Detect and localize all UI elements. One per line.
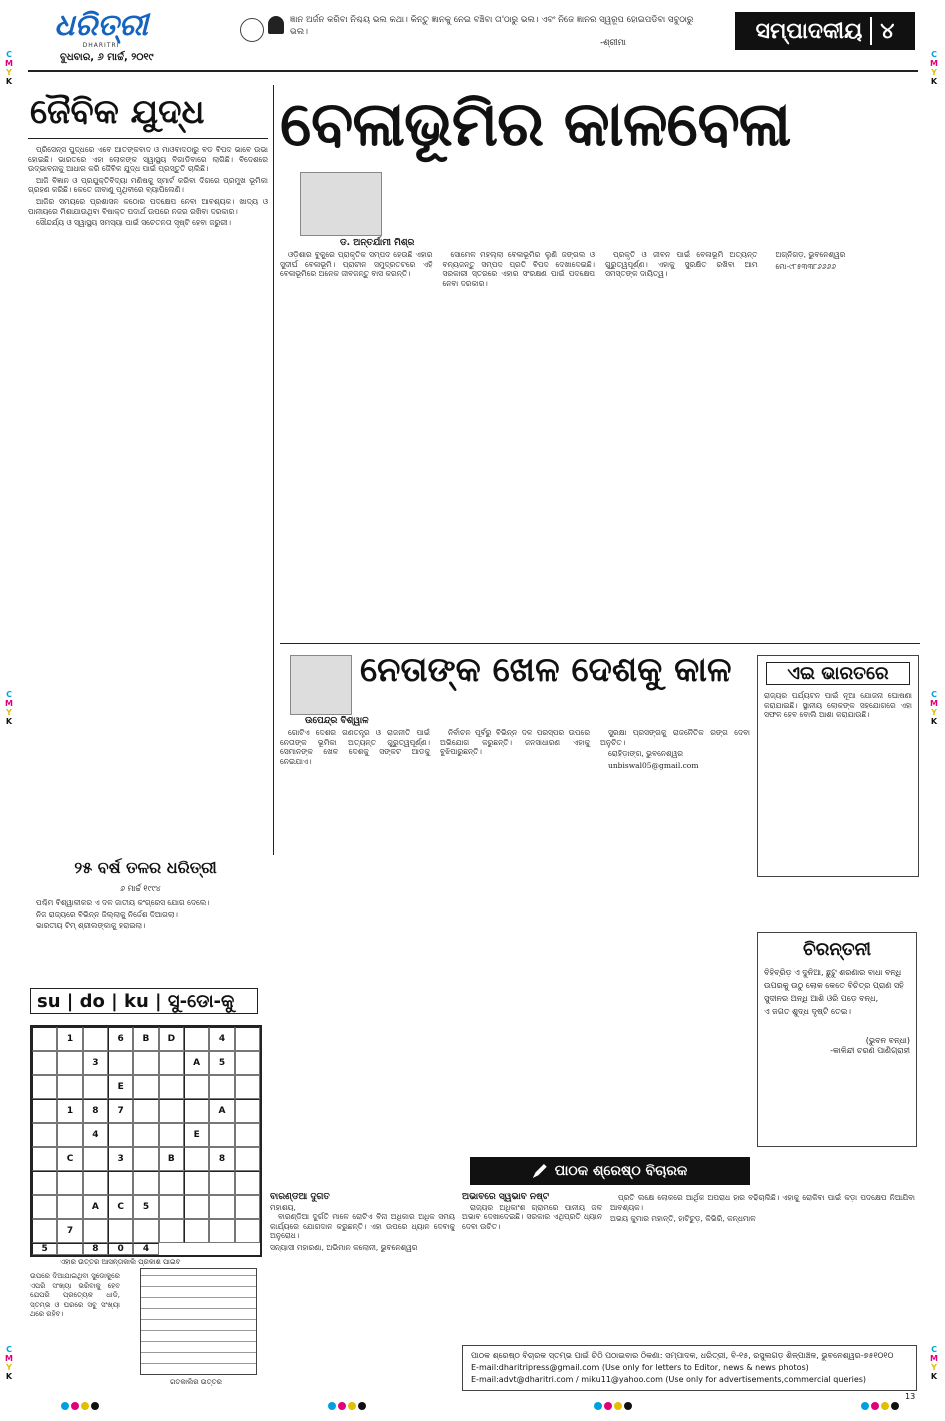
cmyk-left-mid [4, 690, 14, 726]
sudoku-cell [57, 1123, 82, 1147]
sudoku-grid [30, 1025, 262, 1257]
letters-address-box [462, 1345, 917, 1391]
cmyk-left-top [4, 50, 14, 86]
sudoku-cell: 8 [83, 1099, 108, 1123]
lead-paragraph: ସୋମେଳ ମହଲ୍ଲା ବେଳାଭୂମିର ଲୁଣି ଜଙ୍ଗଲ ଓ ବନ୍ୟଜନ୍ତୁ ସମ୍ପଦ ପ୍ରତି ବିପଦ ଦେଖାଦେଇଛି। ସରକାରୀ ସ୍ତରରେ ଏହାର ସଂରକ୍ଷଣ ପାଇଁ ପଦକ୍ଷେପ ନେବା ଦରକାର। [442, 250, 595, 288]
cmyk-m: M [930, 1354, 938, 1363]
letter-body: ପ୍ରତି ଲକ୍ଷେ ଲୋକରେ ଆର୍ଥିକ ଅପରାଧ ହାର ବଢିଚାଲିଛି। ଏହାକୁ ରୋକିବା ପାଇଁ କଡ଼ା ପଦକ୍ଷେପ ନିଆଯିବା ଆବଶ୍ୟକ। [610, 1193, 915, 1212]
sudoku-answer-label: ଗତକାଲିର ଉତ୍ତର [170, 1378, 222, 1386]
sudoku-cell [133, 1075, 158, 1099]
sudoku-cell: 7 [108, 1099, 133, 1123]
sudoku-cell [108, 1123, 133, 1147]
footer-line: E-mail:advt@dharitri.com / miku11@yahoo.com (Use only for advertisements,commercial queries) [471, 1375, 867, 1384]
cmyk-y: Y [931, 1363, 937, 1372]
editorial-underline [28, 138, 268, 139]
anniversary-date: ୬ ମାର୍ଚ୍ଚ ୧୯୯୪ [120, 884, 161, 893]
sudoku-cell: E [184, 1123, 209, 1147]
sudoku-cell: B [133, 1027, 158, 1051]
sudoku-cell [184, 1075, 209, 1099]
emblem-icon [240, 18, 264, 42]
letter-3 [610, 1193, 915, 1338]
color-registration-dots [593, 1402, 633, 1410]
sudoku-cell [184, 1147, 209, 1171]
sudoku-cell [83, 1147, 108, 1171]
sudoku-cell [133, 1123, 158, 1147]
cmyk-k: K [930, 77, 938, 86]
color-registration-dots [60, 1402, 100, 1410]
lead-headline: ବେଳାଭୂମିର କାଳବେଳା [280, 87, 791, 160]
lead-body [280, 250, 920, 640]
cmyk-y: Y [931, 708, 937, 717]
sudoku-cell [235, 1171, 260, 1195]
sudoku-cell [184, 1171, 209, 1195]
sudoku-cell [235, 1099, 260, 1123]
sudoku-cell [133, 1051, 158, 1075]
letter-title: ବାରଣ୍ଡିଆ ଦୁର୍ଗତି [270, 1193, 330, 1202]
sudoku-cell [235, 1123, 260, 1147]
sudoku-cell: 5 [32, 1243, 57, 1255]
sidebox-title: ଏଇ ଭାରତରେ [766, 662, 910, 685]
sudoku-cell [32, 1147, 57, 1171]
cmyk-right-top [929, 50, 939, 86]
cmyk-k: K [930, 717, 938, 726]
lead-paragraph: ପ୍ରକୃତି ଓ ଜୀବନ ପାଇଁ ବେଳାଭୂମି ଅତ୍ୟନ୍ତ ଗୁରୁତ୍ୱପୂର୍ଣ୍ଣ। ଏହାକୁ ସୁରକ୍ଷିତ ରଖିବା ଆମ ସମସ୍ତଙ୍କ ଦାୟିତ୍ୱ। [605, 250, 758, 279]
sudoku-cell [209, 1123, 234, 1147]
letter-1 [270, 1193, 455, 1343]
sudoku-cell [108, 1171, 133, 1195]
sudoku-cell: E [108, 1075, 133, 1099]
sidebox-body: ରାଜ୍ୟର ପର୍ଯ୍ୟଟନ ପାଇଁ ନୂଆ ଯୋଜନା ଘୋଷଣା କରାଯାଇଛି। ସ୍ଥାନୀୟ ଲୋକଙ୍କ ସହଯୋଗରେ ଏହା ସଫଳ ହେବ ବୋଲି ଆଶା କରାଯାଉଛି। [764, 691, 912, 720]
cmyk-c: C [6, 690, 12, 699]
sudoku-cell: 6 [108, 1027, 133, 1051]
sudoku-cell [133, 1219, 158, 1243]
second-author-address: ରୋହିଡ଼ାଙ୍ଗ, ଭୁବନେଶ୍ୱର [608, 749, 683, 759]
sudoku-cell [133, 1099, 158, 1123]
editorial-title: ଜୈବିକ ଯୁଦ୍ଧ [30, 92, 205, 132]
poem-title: ଚିରନ୍ତନୀ [802, 939, 871, 960]
masthead-rule [28, 70, 918, 72]
color-registration-dots [327, 1402, 367, 1410]
cmyk-c: C [6, 50, 12, 59]
second-author-photo [290, 655, 352, 715]
editorial-paragraph: ସୌନ୍ଦର୍ଯ୍ୟ ଓ ସ୍ୱାସ୍ଥ୍ୟ ସମସ୍ୟା ପାଇଁ ସଚେତନତା ସୃଷ୍ଟି ହେବା ଜରୁରୀ। [36, 218, 231, 228]
letter-2 [462, 1193, 602, 1338]
sudoku-cell: A [209, 1099, 234, 1123]
sudoku-cell [57, 1171, 82, 1195]
lead-author-phone: ମୋ-୯୮୫୩୩୮୬୬୬୬ [775, 261, 836, 271]
cmyk-k: K [930, 1372, 938, 1381]
sudoku-cell [209, 1171, 234, 1195]
cmyk-y: Y [931, 68, 937, 77]
sudoku-cell: 1 [57, 1027, 82, 1051]
sudoku-cell: 3 [108, 1147, 133, 1171]
cmyk-right-bottom [929, 1345, 939, 1381]
sudoku-cell: D [159, 1027, 184, 1051]
section-title [735, 12, 915, 50]
section-divider [870, 17, 872, 45]
issue-date: ବୁଧବାର, ୬ ମାର୍ଚ୍ଚ, ୨୦୧୯ [60, 52, 260, 67]
sudoku-note: ଏହାର ଉତ୍ତର ଆସନ୍ତାକାଲି ପ୍ରକାଶ ପାଇବ [60, 1258, 181, 1266]
anniversary-banner: ୨୫ ବର୍ଷ ତଳର ଧରିତ୍ରୀ [74, 858, 217, 877]
sudoku-cell: 8 [209, 1147, 234, 1171]
sudoku-cell [159, 1123, 184, 1147]
cmyk-k: K [5, 717, 13, 726]
editorial-paragraph: ଆଜି ବିଜ୍ଞାନ ଓ ପ୍ରଯୁକ୍ତିବିଦ୍ୟା ମଣିଷକୁ ସ୍ମାର୍ଟ କରିବା ଦିଗରେ ପ୍ରମୁଖ ଭୂମିକା ଗ୍ରହଣ କରିଛି। କେତେ ଜୀବାଣୁ ପୃଥିବୀରେ ବ୍ୟାପିଲେଣି। [28, 175, 268, 195]
sudoku-cell [57, 1195, 82, 1219]
sudoku-cell: 5 [209, 1051, 234, 1075]
sudoku-cell [83, 1219, 108, 1243]
letters-banner [470, 1157, 750, 1185]
sudoku-cell [83, 1027, 108, 1051]
sudoku-cell [184, 1219, 209, 1243]
sudoku-cell [159, 1099, 184, 1123]
poem-source: (ଭୁବନ ବନ୍ଧା) [865, 1036, 910, 1045]
letter-signature: ସନ୍ୟାସୀ ମହାରଣା, ଅଭିମାନ କଲୋନୀ, ଭୁବନେଶ୍ୱର [270, 1242, 418, 1252]
mother-portrait-icon [268, 16, 284, 34]
sudoku-cell: 0 [108, 1243, 133, 1255]
sudoku-cell [32, 1027, 57, 1051]
sudoku-cell [235, 1195, 260, 1219]
column-rule [273, 85, 274, 855]
cmyk-m: M [930, 699, 938, 708]
second-paragraph: ସୁରକ୍ଷା ପ୍ରସଙ୍ଗକୁ ରାଜନୈତିକ ରଙ୍ଗ ଦେବା ଅନୁଚିତ। [600, 728, 750, 747]
sudoku-cell: 8 [83, 1243, 108, 1255]
sudoku-title: su | do | ku | ସୁ-ଡୋ-କୁ [30, 988, 258, 1014]
letter-body: ବାରଣ୍ଡିଆ ଦୁର୍ଗତି ମାଳେ ରୋଟିଏ ବିନା ଅଧିକାର ଅଧିକ ସମୟ କାର୍ଯ୍ୟରେ ଯୋଗଦାନ କରୁଛନ୍ତି। ଏହା ଉପରେ ଧ୍ୟାନ ଦେବାକୁ ଅନୁରୋଧ। [270, 1212, 455, 1241]
poem-author: -କାଳିନ୍ଦୀ ଚରଣ ପାଣିଗ୍ରାହୀ [830, 1046, 910, 1055]
sudoku-cell [108, 1219, 133, 1243]
anniversary-item: ନିଜ ରାଜ୍ୟରେ ବିଭିନ୍ନ ଜିଲ୍ଲାକୁ ନିର୍ଦ୍ଦେଶ ଦିଆଗଲା। [36, 909, 178, 919]
second-body [280, 728, 750, 1138]
sudoku-cell: 3 [83, 1051, 108, 1075]
anniversary-items [28, 898, 263, 978]
sudoku-cell [32, 1123, 57, 1147]
sudoku-rules: ଉପରେ ଦିଆଯାଇଥିବା ସୁଡୋକୁରେ ଏପରି ସଂଖ୍ୟା ଭରିବାକୁ ହେବ ଯେପରି ପ୍ରତ୍ୟେକ ଧାଡି, ସ୍ତମ୍ଭ ଓ ଘରରେ ସବୁ ସଂଖ୍ୟା ଥରେ ରହିବ। [30, 1272, 120, 1319]
sudoku-cell [83, 1075, 108, 1099]
sudoku-cell [235, 1147, 260, 1171]
footer-line: E-mail:dharitripress@gmail.com (Use only for letters to Editor, news & news photos) [471, 1363, 809, 1372]
sudoku-cell: 5 [133, 1195, 158, 1219]
letter-signature: ଅଭୟ କୁମାର ମହାନ୍ତି, ହାଟିଚୁଡ଼, କିଭିରି, କନ୍ଧମାଳ [610, 1214, 756, 1224]
cmyk-y: Y [6, 1363, 12, 1372]
pen-icon [533, 1164, 547, 1178]
sudoku-cell [57, 1243, 82, 1255]
sudoku-cell [159, 1195, 184, 1219]
letter-body: ରାଜ୍ୟର ଅଧିକାଂଶ ଗ୍ରାମରେ ପାନୀୟ ଜଳ ଅଭାବ ଦେଖାଦେଇଛି। ସରକାର ଏଥିପ୍ରତି ଧ୍ୟାନ ଦେବା ଉଚିତ। [462, 1202, 602, 1231]
letter-salutation: ମହାଶୟ, [270, 1202, 296, 1212]
sudoku-cell [32, 1051, 57, 1075]
quote-author: -ଶ୍ରୀମା [600, 38, 626, 48]
sudoku-cell [209, 1195, 234, 1219]
sudoku-cell: B [159, 1147, 184, 1171]
cmyk-left-bottom [4, 1345, 14, 1381]
footer-line: ପାଠକ ଶ୍ରେଷ୍ଠ ବିଚାରକ ସ୍ତମ୍ଭ ପାଇଁ ଚିଠି ପଠାଇବାର ଠିକଣା: ସମ୍ପାଦକ, ଧରିତ୍ରୀ, ବି-୧୫, ରସୁଲଗଡ଼ ଶିଳ୍ପାଞ୍ଚଳ, ଭୁବନେଶ୍ୱର-୭୫୧୦୧୦ [471, 1351, 894, 1360]
section-name: ସମ୍ପାଦକୀୟ [755, 18, 863, 44]
sudoku-cell: 4 [83, 1123, 108, 1147]
page-number: 13 [905, 1392, 916, 1401]
sudoku-cell [235, 1051, 260, 1075]
editorial-paragraph: ପ୍ରିସେନ୍ସ ପୁଦ୍ଧରେ ଏବେ ଆତଙ୍କବାଦ ଓ ମାଓବାଦଠାରୁ ବଡ ବିପଦ ଭାବେ ଉଭା ହୋଇଛି। ଭାରତରେ ଏହା ଲୋକଙ୍କ ସ୍ୱାସ୍ଥ୍ୟ ବିଗାଡିବାରେ ଲାଗିଛି। ବିଦେଶରେ ଉଦ୍ଭାବନାକୁ ଆଧାର କରି ଜୈବିକ ଯୁଦ୍ଧ ପାଇଁ ପ୍ରସ୍ତୁତି ଚାଲିଛି। [28, 145, 268, 174]
sudoku-cell: C [57, 1147, 82, 1171]
sudoku-cell [159, 1219, 184, 1243]
poem-line: ଏ ଜଗତ ଶୁଦ୍ଧ ଦୃଷ୍ଟି ତେଇ। [764, 1007, 851, 1016]
page-number-odia: ୪ [880, 18, 895, 44]
cmyk-c: C [931, 50, 937, 59]
sudoku-cell: A [184, 1051, 209, 1075]
second-paragraph: ଗୋଟିଏ ଦେଶର ଗଣତନ୍ତ୍ର ଓ ରାଜନୀତି ପାଇଁ ନେତାଙ୍କ ଭୂମିକା ଅତ୍ୟନ୍ତ ଗୁରୁତ୍ୱପୂର୍ଣ୍ଣ। ସେମାନଙ୍କ ଖେଳ ଦେଶକୁ ସଙ୍କଟ ଆଡକୁ ନେଇଯାଏ। [280, 728, 430, 766]
sudoku-cell [57, 1051, 82, 1075]
second-byline: ଉପେନ୍ଦ୍ର ବିଶ୍ୱାଳ [305, 716, 369, 726]
lead-byline: ଡ. ଅନ୍ତର୍ଯାମୀ ମିଶ୍ର [340, 238, 415, 248]
registration-marks [60, 1400, 900, 1412]
poem-line: ସୁଦୀନର ଅନ୍ଧି ଆଶି ଓରି ପଡ଼େ ବନ୍ଧ, [764, 994, 879, 1003]
cmyk-m: M [5, 1354, 13, 1363]
sudoku-cell: C [108, 1195, 133, 1219]
sudoku-cell [184, 1195, 209, 1219]
color-registration-dots [860, 1402, 900, 1410]
letter-title: ଅଭାବରେ ସ୍ୱଭାବ ନଷ୍ଟ [462, 1193, 549, 1202]
editorial-body [28, 145, 268, 845]
sudoku-cell [32, 1075, 57, 1099]
editorial-paragraph: ଆଜିର ସମୟରେ ପ୍ରଶାସନ କଠୋର ପଦକ୍ଷେପ ନେବା ଆବଶ୍ୟକ। ଖାଦ୍ୟ ଓ ପାନୀୟରେ ମିଶାଯାଉଥିବା ବିଷାକ୍ତ ପଦାର୍ଥ ଉପରେ ନଜର ରଖିବା ଦରକାର। [28, 196, 268, 216]
sudoku-cell [32, 1099, 57, 1123]
sudoku-cell [32, 1195, 57, 1219]
logo-text: ଧରିତ୍ରୀ [54, 8, 148, 43]
sudoku-cell [159, 1171, 184, 1195]
sidebox [757, 655, 919, 877]
cmyk-c: C [931, 690, 937, 699]
cmyk-c: C [6, 1345, 12, 1354]
poem-line: ବିହିବ୍ରିଡ଼ ଏ ଦୁନିଆ, ଛୁଟୁ ଶରଣାର ବାଧା ବନ୍ଧି [764, 968, 902, 977]
sudoku-cell [32, 1171, 57, 1195]
sudoku-cell [235, 1075, 260, 1099]
lead-author-address: ଅଗ୍ନିଗଡ଼, ଭୁବନେଶ୍ୱର [775, 250, 846, 259]
poem-line: ଉପରକୁ ଉଠୁ ଲୋକ କେତେ ବିଚିତ୍ର ପ୍ରାଣ ସହି [764, 981, 904, 990]
second-headline: ନେତାଙ୍କ ଖେଳ ଦେଶକୁ କାଳ [360, 650, 732, 690]
sudoku-cell: 7 [57, 1219, 82, 1243]
lead-author-photo [300, 172, 382, 236]
daily-quote: ଜ୍ଞାନ ଅର୍ଜନ କରିବା ନିଶ୍ଚୟ ଭଲ କଥା। କିନ୍ତୁ ଜ୍ଞାନକୁ ନେଇ ବଞ୍ଚିବା ତା'ଠାରୁ ଭଲ। ଏବଂ ନିଜେ ଜ୍ଞାନର ସ୍ୱରୂପ ହୋଇପଡିବା ସବୁଠାରୁ ଭଲ। [290, 15, 694, 37]
cmyk-m: M [5, 59, 13, 68]
cmyk-k: K [5, 77, 13, 86]
anniversary-item: ଭାରତୀୟ ଟିମ୍ ଶ୍ରୀଲଙ୍କାକୁ ହରାଇଲା। [36, 921, 146, 931]
sudoku-cell [209, 1219, 234, 1243]
newspaper-logo [56, 10, 146, 50]
sudoku-cell [184, 1099, 209, 1123]
sudoku-cell [57, 1075, 82, 1099]
poem-box [757, 932, 917, 1147]
logo-subtitle: DHARITRI [82, 42, 120, 49]
sudoku-cell [235, 1219, 260, 1243]
sudoku-cell [32, 1219, 57, 1243]
sudoku-answer-grid [140, 1268, 257, 1375]
cmyk-k: K [5, 1372, 13, 1381]
anniversary-item: ପଶ୍ଚିମ ବିଶ୍ୱାଳୀକର ଏ ଦଳ ଜାତୀୟ କଂଗ୍ରେସ ଯୋଗ ଦେଲେ। [36, 898, 210, 907]
sudoku-cell [209, 1075, 234, 1099]
sudoku-cell [133, 1171, 158, 1195]
sudoku-cell [83, 1171, 108, 1195]
cmyk-m: M [5, 699, 13, 708]
letters-banner-text: ପାଠକ ଶ୍ରେଷ୍ଠ ବିଚାରକ [554, 1163, 688, 1179]
cmyk-m: M [930, 59, 938, 68]
sudoku-cell [184, 1027, 209, 1051]
cmyk-c: C [931, 1345, 937, 1354]
sudoku-cell: 1 [57, 1099, 82, 1123]
lead-paragraph: ଓଡ଼ିଶାର ବୁକୁରେ ପ୍ରାକୃତିକ ସମ୍ପଦ ହେଉଛି ଏହାର ସୁଦୀର୍ଘ ବେଳାଭୂମି। ପ୍ରାଚୀନ ସମୁଦ୍ରତଟରେ ଏହି ବେଳାଭୂମିରେ ଅନେକ ଜୀବଜନ୍ତୁ ବାସ କରନ୍ତି। [280, 250, 433, 279]
cmyk-y: Y [6, 68, 12, 77]
lead-bottom-rule [280, 643, 920, 644]
sudoku-cell: A [83, 1195, 108, 1219]
sudoku-cell: 4 [133, 1243, 158, 1255]
second-author-email: unbiswal05@gmail.com [608, 760, 699, 770]
second-paragraph: ନିର୍ବାଚନ ପୂର୍ବରୁ ବିଭିନ୍ନ ଦଳ ପରସ୍ପର ଉପରେ ଅଭିଯୋଗ କରୁଛନ୍ତି। ଜନସାଧାରଣ ଏହାକୁ ବୁଝିପାରୁଛନ୍ତି। [440, 728, 590, 757]
sudoku-cell [133, 1147, 158, 1171]
sudoku-cell: 4 [209, 1027, 234, 1051]
cmyk-y: Y [6, 708, 12, 717]
sudoku-cell [159, 1075, 184, 1099]
cmyk-right-mid [929, 690, 939, 726]
sudoku-cell [159, 1051, 184, 1075]
sudoku-cell [235, 1027, 260, 1051]
sudoku-cell [108, 1051, 133, 1075]
